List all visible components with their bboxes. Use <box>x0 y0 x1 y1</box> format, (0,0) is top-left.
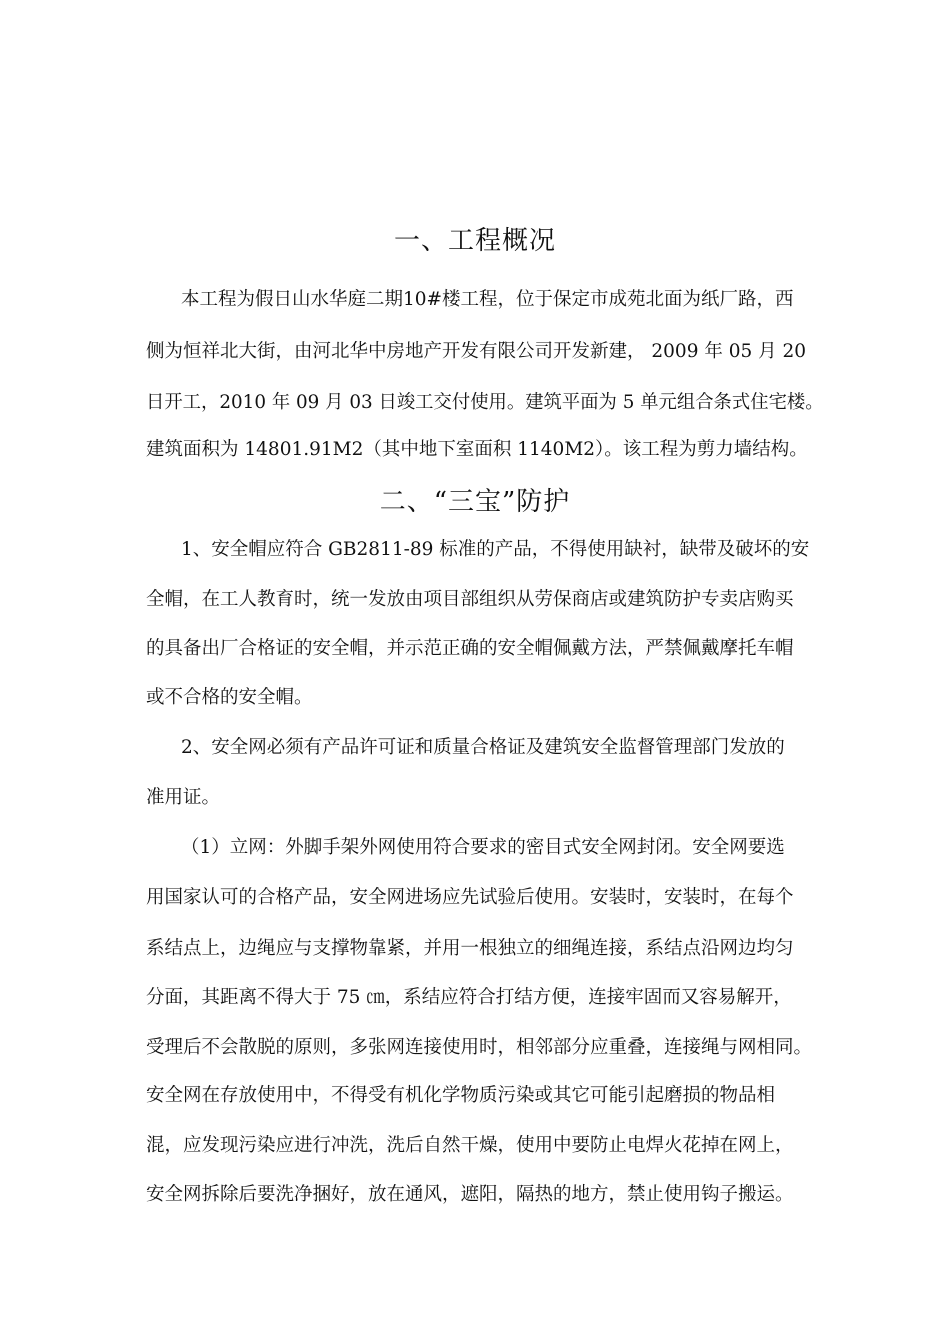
item1-line-1: 1、安全帽应符合 GB2811-89 标准的产品，不得使用缺衬，缺带及破坏的安 <box>181 539 810 560</box>
section2-title: 二、“三宝”防护 <box>379 487 571 517</box>
item2-1-line-8: 安全网拆除后要洗净捆好，放在通风，遮阳，隔热的地方，禁止使用钩子搬运。 <box>146 1184 794 1205</box>
section1-line-4: 建筑面积为 14801.91M2（其中地下室面积 1140M2）。该工程为剪力墙结构。 <box>146 439 808 460</box>
item2-1-line-5: 受理后不会散脱的原则，多张网连接使用时，相邻部分应重叠，连接绳与网相同。 <box>146 1037 813 1058</box>
item2-1-line-6: 安全网在存放使用中，不得受有机化学物质污染或其它可能引起磨损的物品相 <box>146 1085 776 1106</box>
item2-line-1: 2、安全网必须有产品许可证和质量合格证及建筑安全监督管理部门发放的 <box>181 737 785 758</box>
item1-line-4: 或不合格的安全帽。 <box>146 687 313 708</box>
item1-line-3: 的具备出厂合格证的安全帽，并示范正确的安全帽佩戴方法，严禁佩戴摩托车帽 <box>146 638 794 659</box>
section1-line-1: 本工程为假日山水华庭二期10#楼工程，位于保定市成苑北面为纸厂路，西 <box>181 289 794 310</box>
section1-line-3: 日开工，2010 年 09 月 03 日竣工交付使用。建筑平面为 5 单元组合条式住宅楼。 <box>146 392 824 413</box>
item2-1-line-4: 分面，其距离不得大于 75 ㎝，系结应符合打结方便，连接牢固而又容易解开， <box>146 987 792 1008</box>
section1-line-2: 侧为恒祥北大街，由河北华中房地产开发有限公司开发新建， 2009 年 05 月 20 <box>146 341 807 362</box>
section1-title: 一、工程概况 <box>393 226 556 256</box>
item1-line-2: 全帽，在工人教育时，统一发放由项目部组织从劳保商店或建筑防护专卖店购买 <box>146 589 794 610</box>
item2-1-line-2: 用国家认可的合格产品，安全网进场应先试验后使用。安装时，安装时，在每个 <box>146 887 794 908</box>
item2-1-line-1: （1）立网：外脚手架外网使用符合要求的密目式安全网封闭。安全网要选 <box>181 837 785 858</box>
item2-line-2: 准用证。 <box>146 787 221 808</box>
item2-1-line-3: 系结点上，边绳应与支撑物靠紧，并用一根独立的细绳连接，系结点沿网边均匀 <box>146 938 794 959</box>
item2-1-line-7: 混，应发现污染应进行冲洗，洗后自然干燥，使用中要防止电焊火花掉在网上， <box>146 1135 794 1156</box>
